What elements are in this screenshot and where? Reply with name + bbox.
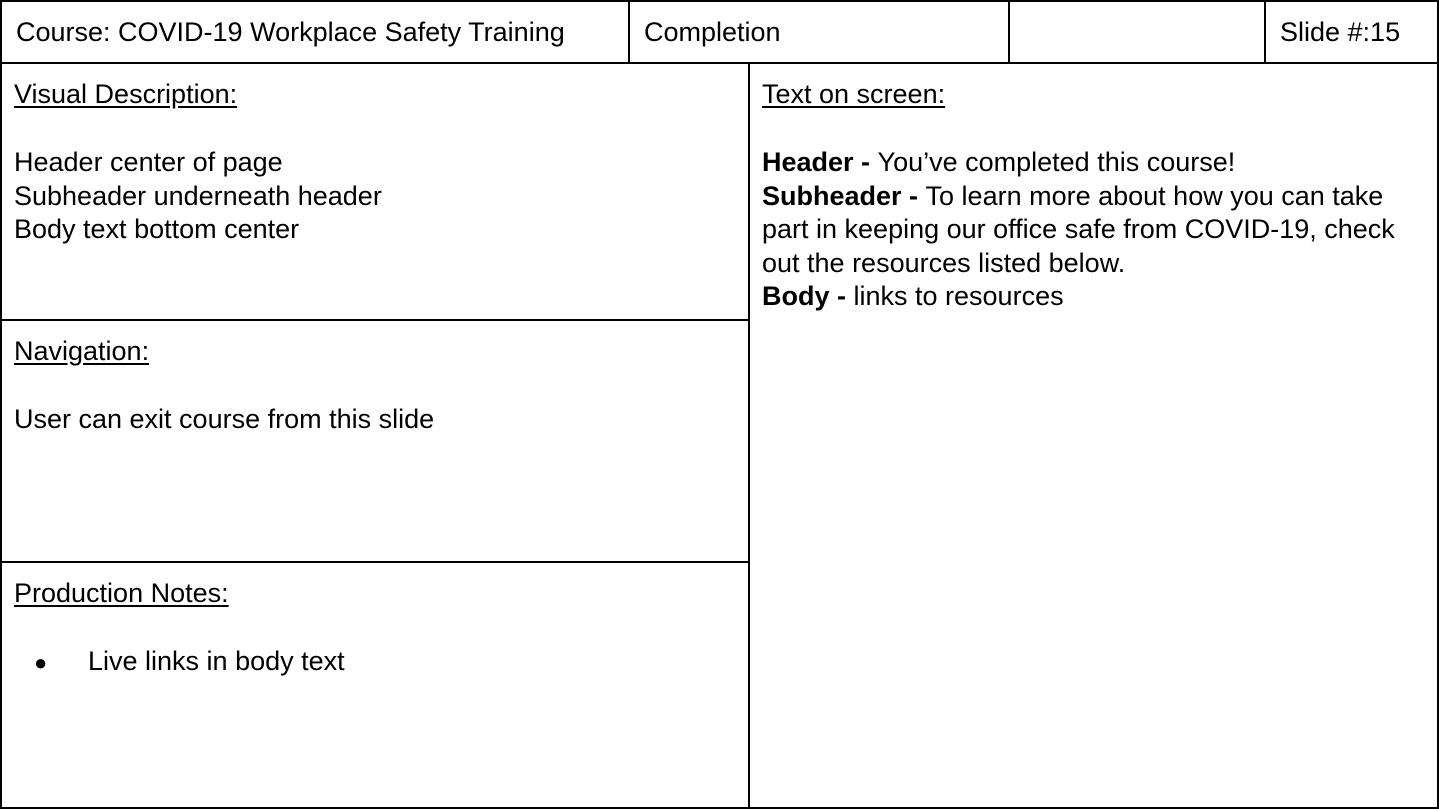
screen-text-label: Header - [762, 147, 878, 177]
visual-description-title: Visual Description: [14, 79, 238, 109]
screen-text-value: You’ve completed this course! [877, 147, 1236, 177]
screen-text-header-entry [762, 146, 1432, 180]
navigation-title: Navigation: [14, 336, 150, 366]
production-note-text: Live links in body text [88, 646, 345, 676]
text-on-screen-body [762, 146, 1432, 314]
visual-description-cell [0, 62, 750, 321]
slide-number-cell [1264, 0, 1439, 64]
text-on-screen-title: Text on screen: [762, 79, 946, 109]
navigation-line: User can exit course from this slide [14, 404, 435, 434]
course-title-cell [0, 0, 630, 64]
section-name-cell [628, 0, 1010, 64]
screen-text-label: Subheader - [762, 180, 926, 211]
text-on-screen-cell [748, 62, 1439, 809]
navigation-lines [14, 403, 434, 437]
visual-description-line: Body text bottom center [14, 214, 300, 244]
production-notes-list [34, 645, 345, 680]
blank-header-cell [1008, 0, 1266, 64]
section-name: Completion [644, 17, 781, 47]
bullet-icon: ● [34, 650, 48, 675]
visual-description-lines [14, 146, 382, 247]
production-notes-cell [0, 561, 750, 809]
screen-text-body-entry [762, 280, 1432, 314]
course-title: Course: COVID-19 Workplace Safety Training [16, 17, 565, 47]
visual-description-line: Subheader underneath header [14, 180, 382, 211]
production-note-item [34, 645, 345, 680]
screen-text-label: Body - [762, 281, 854, 311]
screen-text-subheader-entry [762, 180, 1432, 281]
navigation-cell [0, 319, 750, 563]
visual-description-line: Header center of page [14, 147, 283, 177]
slide-number: Slide #:15 [1280, 17, 1401, 47]
production-notes-title: Production Notes: [14, 578, 229, 608]
screen-text-value: To learn more about how you can take part in keeping our office safe from COVID-19, check out the resources listed below. [762, 180, 1395, 278]
screen-text-value: links to resources [853, 281, 1064, 311]
